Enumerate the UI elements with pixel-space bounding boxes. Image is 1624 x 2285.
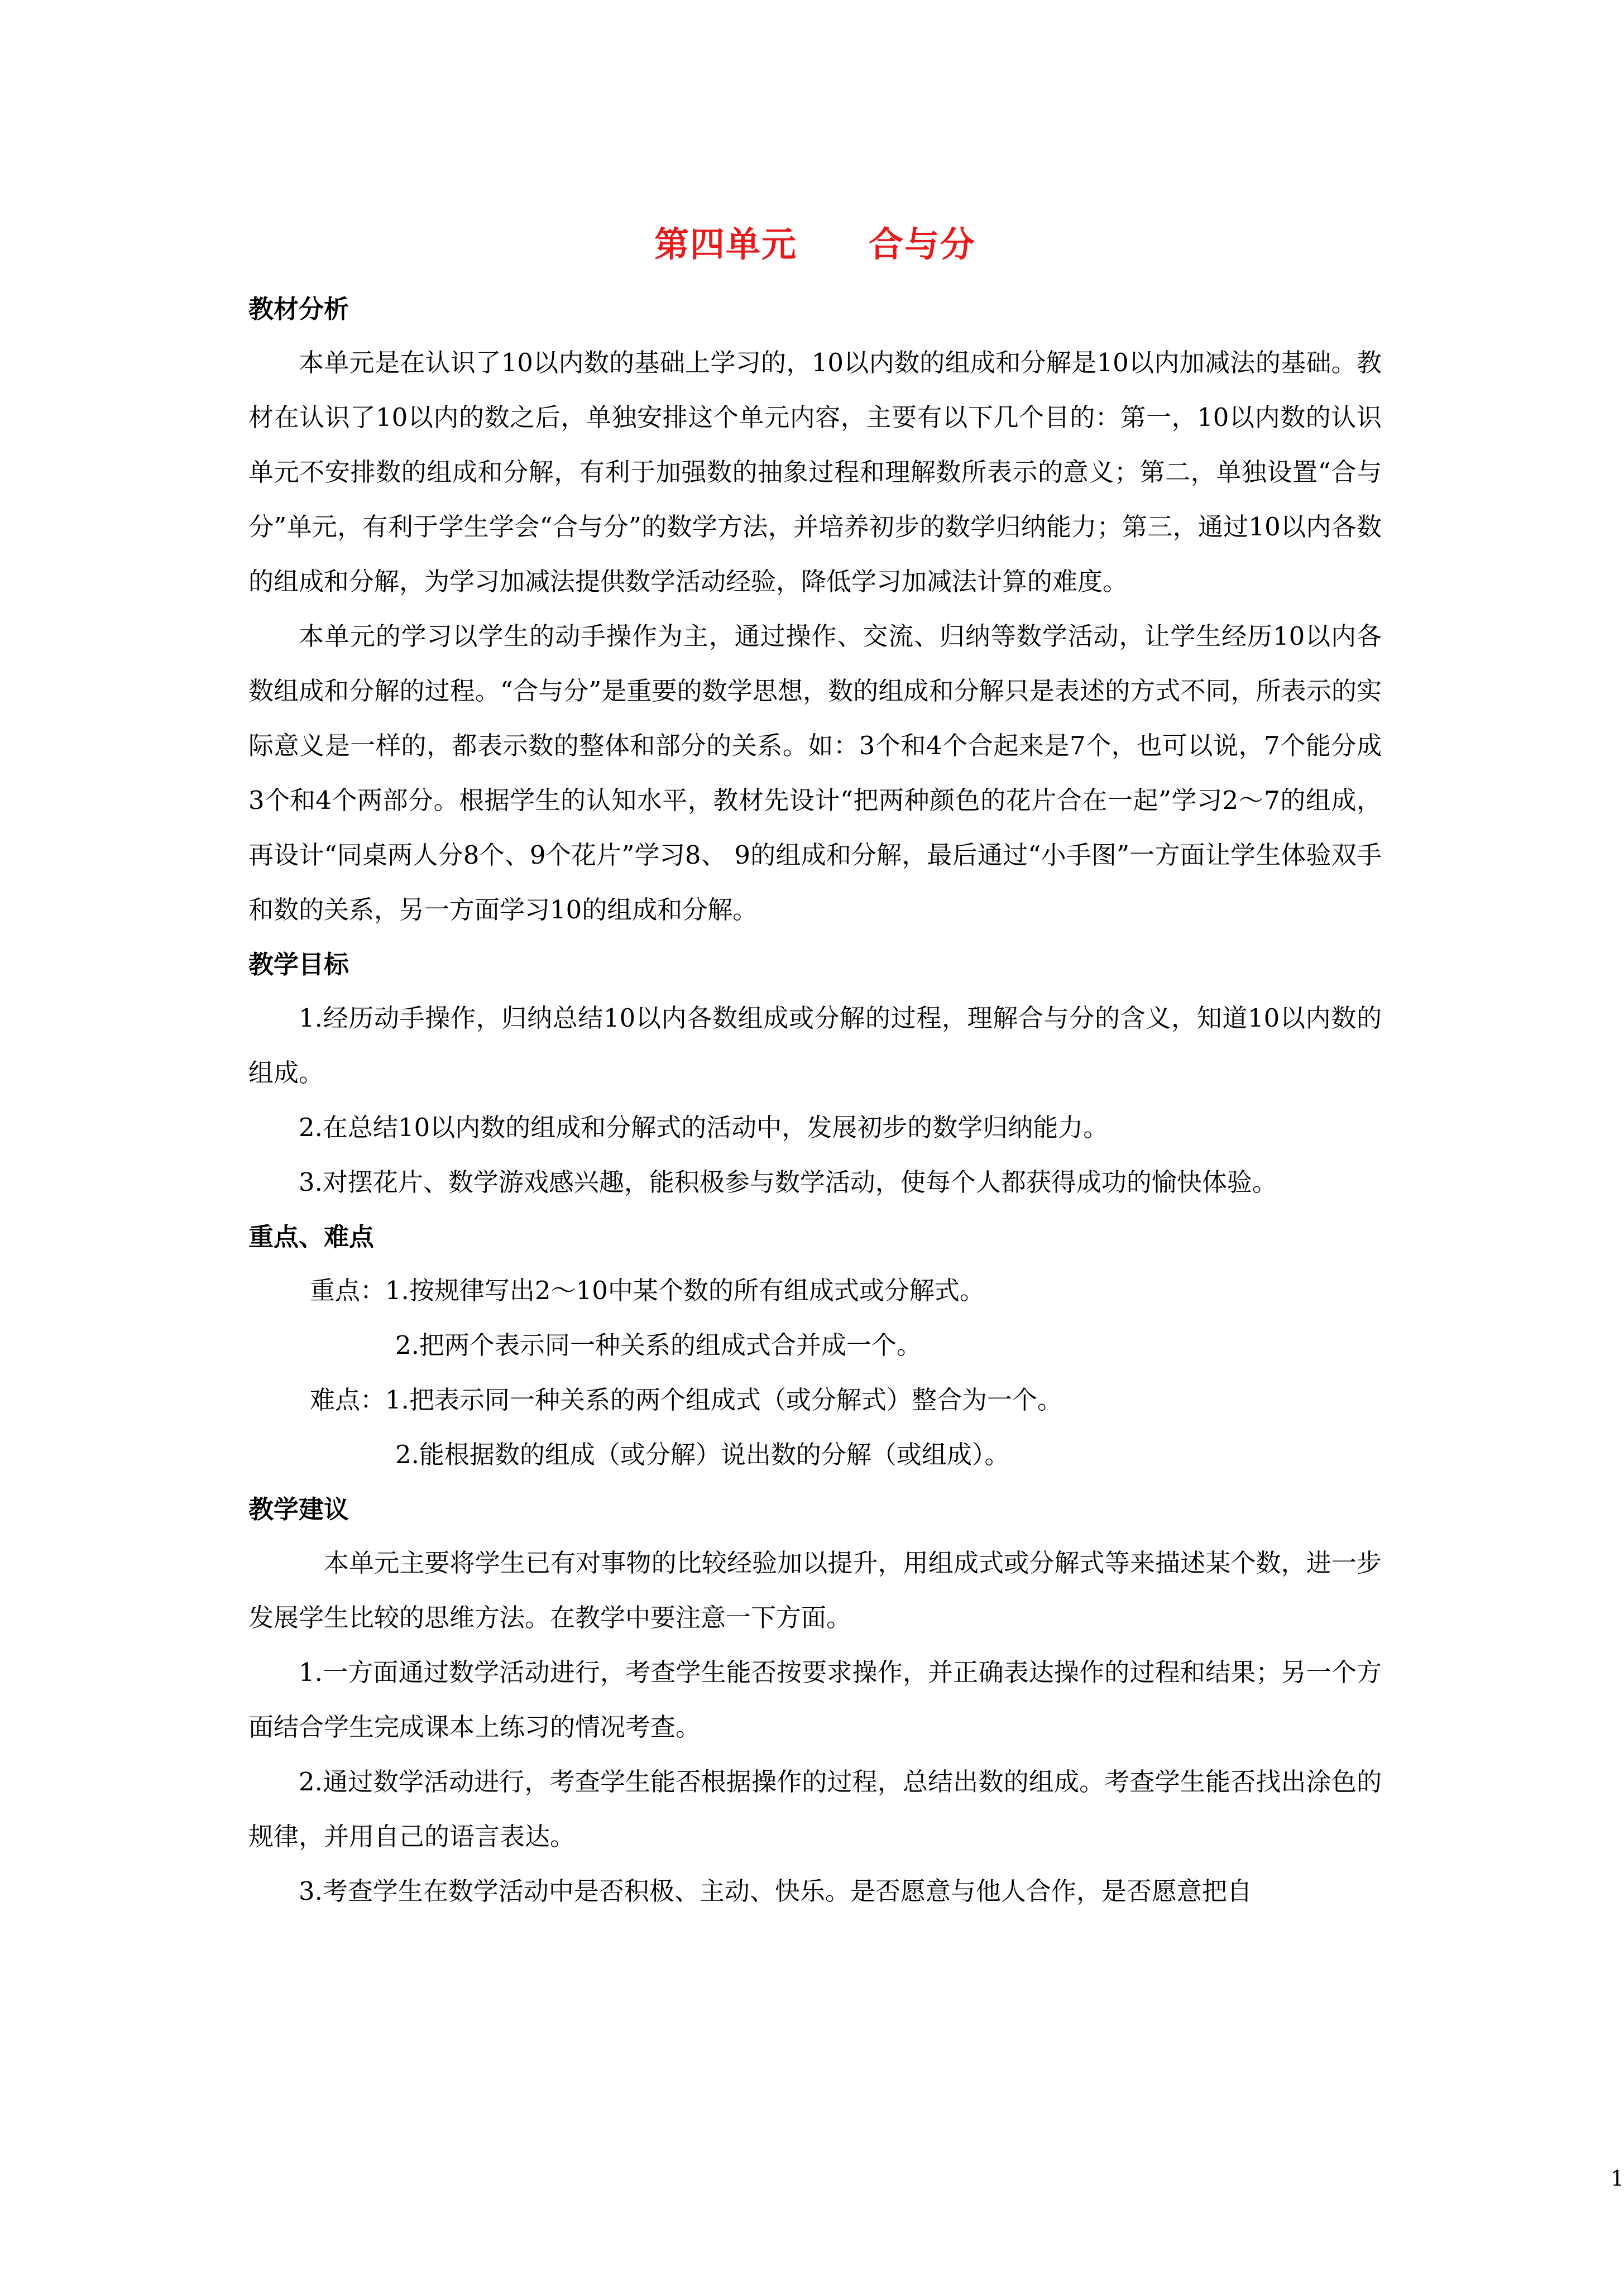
key-point-label: 重点： <box>310 1276 386 1305</box>
difficult-point-item-1: 1.把表示同一种关系的两个组成式（或分解式）整合为一个。 <box>385 1385 1062 1415</box>
key-point-row-1 <box>248 1263 1382 1318</box>
analysis-paragraph-1: 本单元是在认识了10以内数的基础上学习的，10以内数的组成和分解是10以内加减法的基础。教材在认识了10以内的数之后，单独安排这个单元内容，主要有以下几个目的：第一，10以内数的认识单元不安排数的组成和分解，有利于加强数的抽象过程和理解数所表示的意义；第二，单独设置“合与分”单元，有利于学生学会“合与分”的数学方法，并培养初步的数学归纳能力；第三，通过10以内各数的组成和分解，为学习加减法提供数学活动经验，降低学习加减法计算的难度。 <box>248 348 1382 596</box>
objective-item-3: 3.对摆花片、数学游戏感兴趣，能积极参与数学活动，使每个人都获得成功的愉快体验。 <box>299 1167 1277 1197</box>
document-page <box>248 0 1624 2285</box>
document-body <box>248 282 1382 1919</box>
key-point-item-1: 1.按规律写出2～10中某个数的所有组成式或分解式。 <box>385 1276 985 1305</box>
suggestions-intro: 本单元主要将学生已有对事物的比较经验加以提升，用组成式或分解式等来描述某个数，进一步发展学生比较的思维方法。在教学中要注意一下方面。 <box>248 1548 1382 1632</box>
analysis-paragraph-2: 本单元的学习以学生的动手操作为主，通过操作、交流、归纳等数学活动，让学生经历10以内各数组成和分解的过程。“合与分”是重要的数学思想，数的组成和分解只是表述的方式不同，所表示的实际意义是一样的，都表示数的整体和部分的关系。如：3个和4个合起来是7个，也可以说，7个能分成3个和4个两部分。根据学生的认知水平，教材先设计“把两种颜色的花片合在一起”学习2～7的组成，再设计“同桌两人分8个、9个花片”学习8、 9的组成和分解，最后通过“小手图”一方面让学生体验双手和数的关系，另一方面学习10的组成和分解。 <box>248 621 1382 924</box>
key-point-item-2: 2.把两个表示同一种关系的组成式合并成一个。 <box>395 1330 922 1360</box>
objective-item-1: 1.经历动手操作，归纳总结10以内各数组成或分解的过程，理解合与分的含义，知道10以内数的组成。 <box>248 1003 1382 1088</box>
difficult-point-item-2: 2.能根据数的组成（或分解）说出数的分解（或组成）。 <box>395 1440 1010 1469</box>
section-heading-analysis: 教材分析 <box>248 294 349 324</box>
difficult-point-row-1 <box>248 1373 1382 1427</box>
difficult-point-label: 难点： <box>310 1385 386 1415</box>
objective-item-2: 2.在总结10以内数的组成和分解式的活动中，发展初步的数学归纳能力。 <box>299 1113 1109 1142</box>
page-title: 第四单元 合与分 <box>654 224 976 265</box>
section-heading-suggestions: 教学建议 <box>248 1494 349 1524</box>
page-number: 1 <box>1611 2166 1624 2191</box>
suggestion-item-1: 1.一方面通过数学活动进行，考查学生能否按要求操作，并正确表达操作的过程和结果；另一个方面结合学生完成课本上练习的情况考查。 <box>248 1658 1382 1742</box>
key-point-row-2 <box>248 1318 1382 1373</box>
section-heading-objectives: 教学目标 <box>248 950 349 979</box>
section-heading-key-points: 重点、难点 <box>248 1222 375 1252</box>
suggestion-item-3: 3.考查学生在数学活动中是否积极、主动、快乐。是否愿意与他人合作，是否愿意把自 <box>299 1876 1252 1906</box>
suggestion-item-2: 2.通过数学活动进行，考查学生能否根据操作的过程，总结出数的组成。考查学生能否找出涂色的规律，并用自己的语言表达。 <box>248 1767 1382 1851</box>
difficult-point-row-2 <box>248 1427 1382 1482</box>
